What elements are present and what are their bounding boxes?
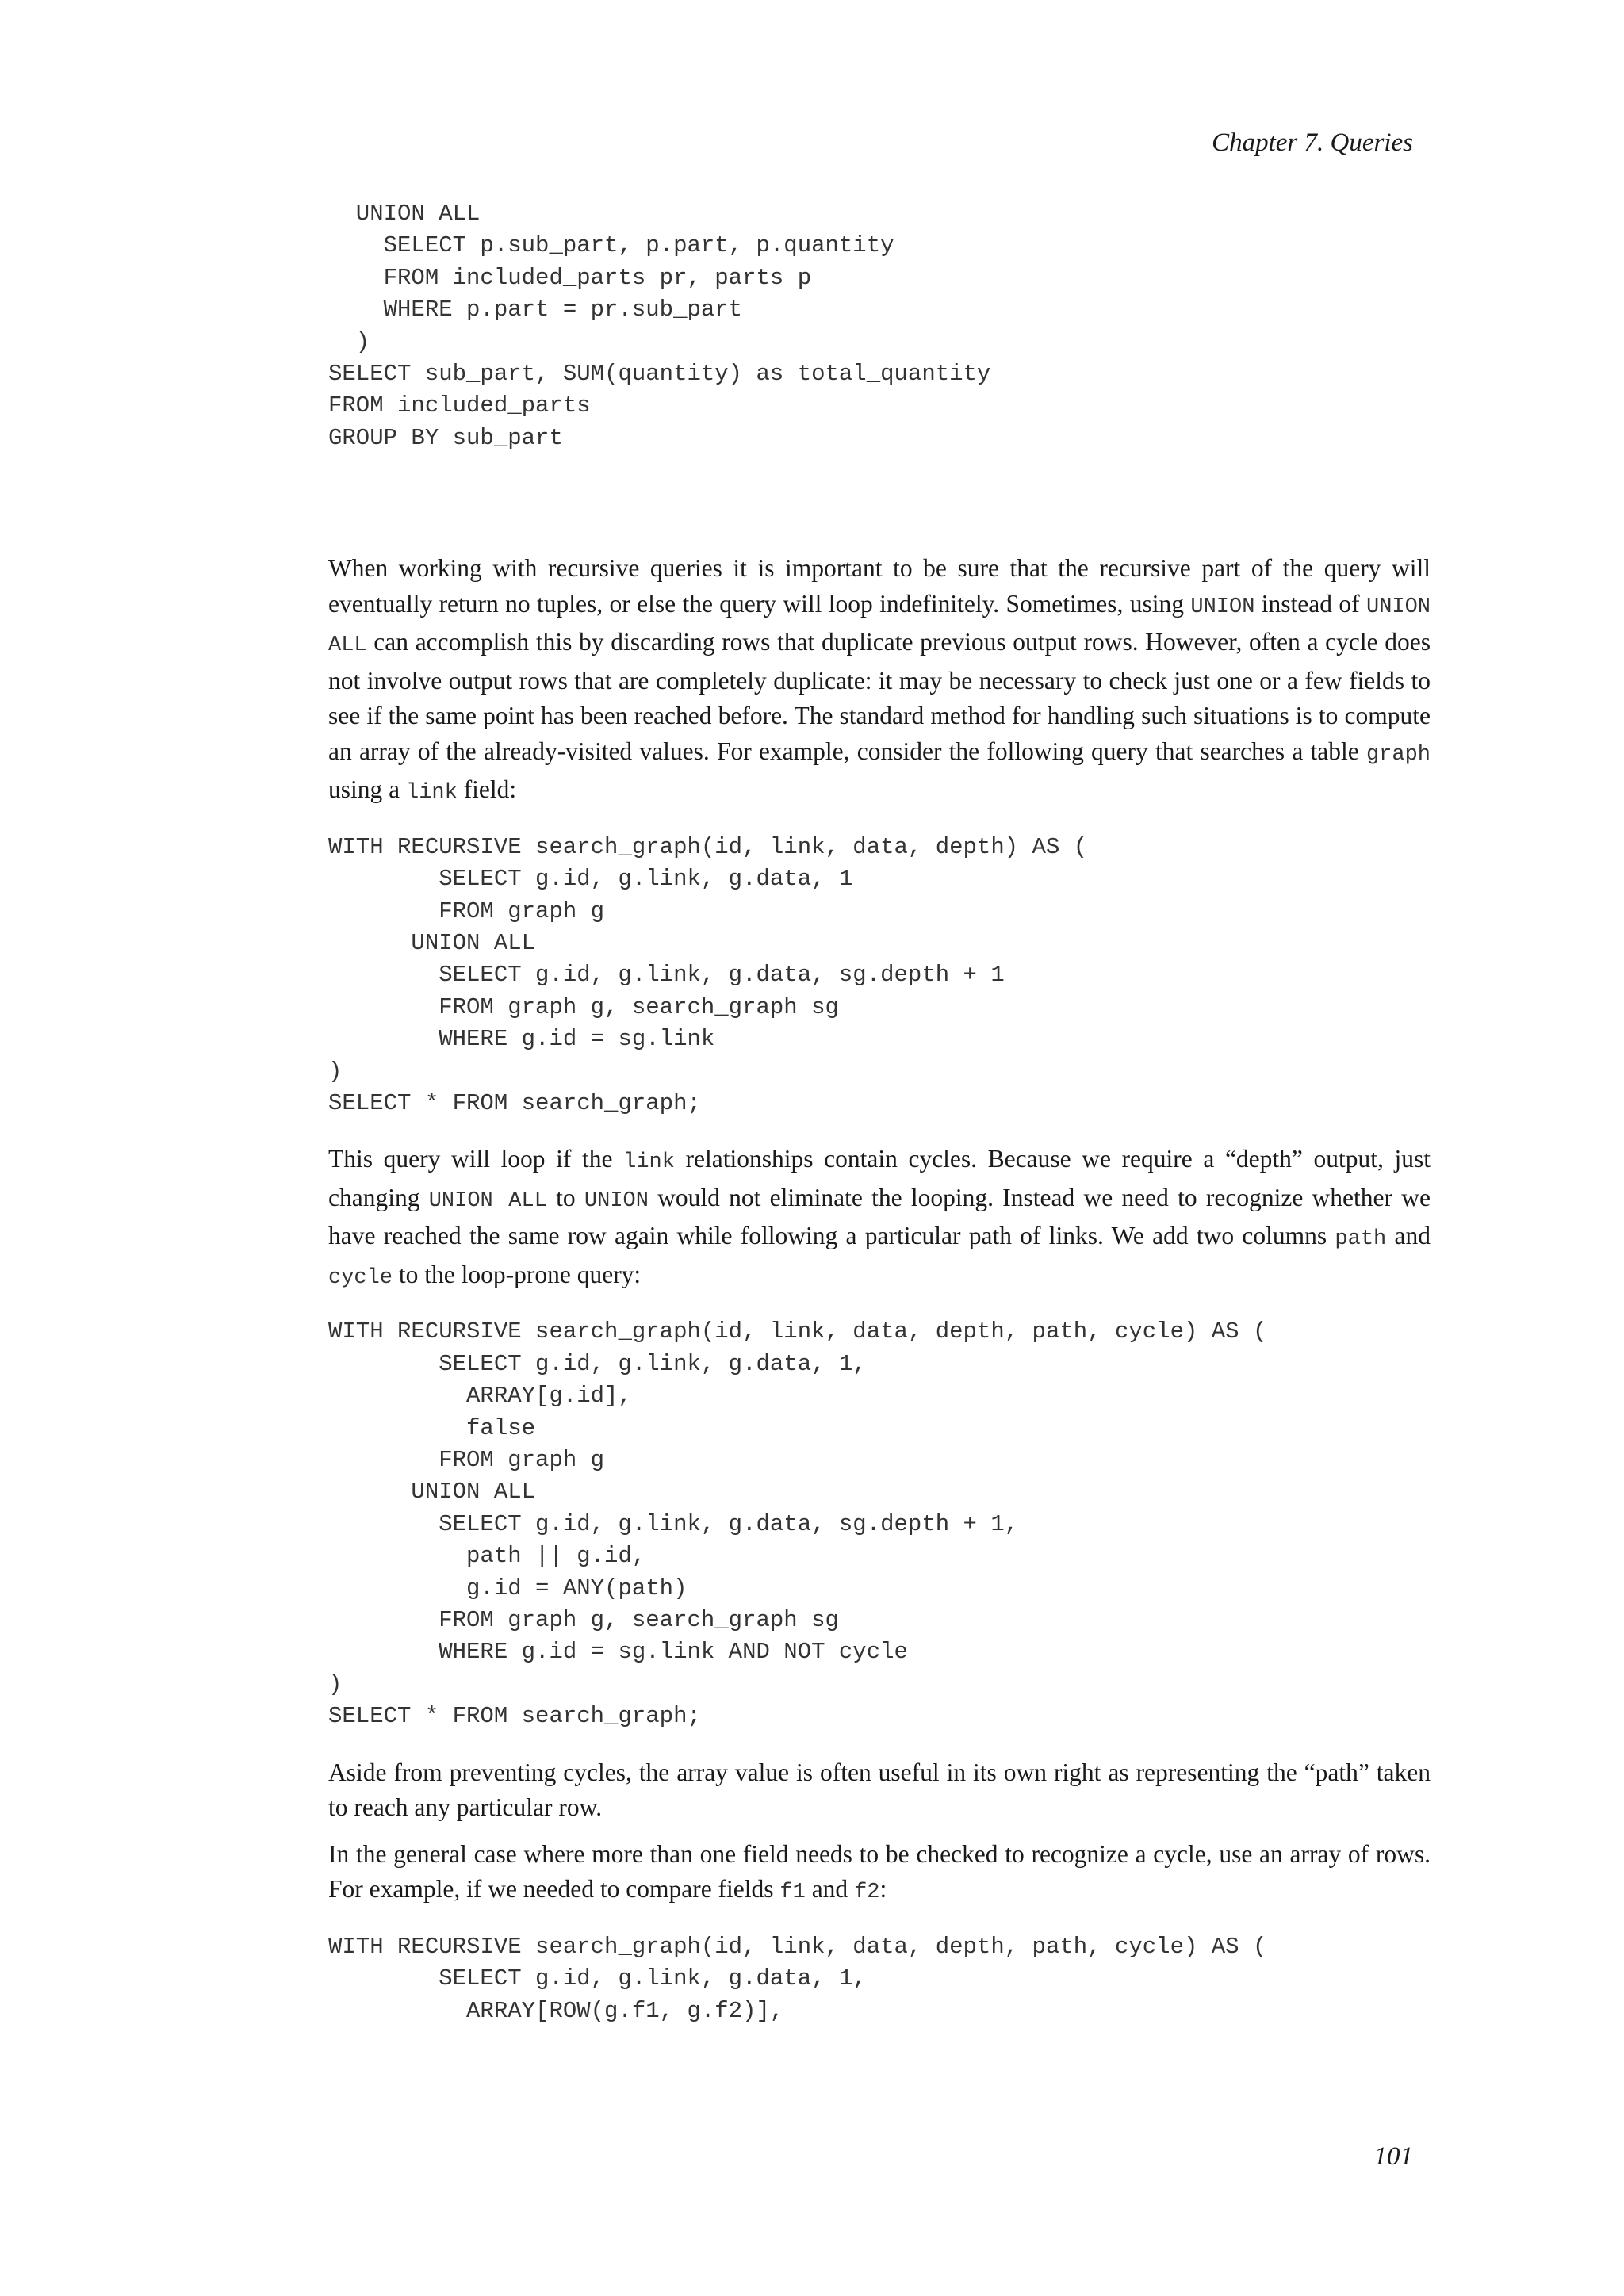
inline-code-union: UNION [1190, 595, 1255, 619]
inline-code-link: link [623, 1150, 675, 1175]
text-run: can accomplish this by discarding rows that duplicate previous output rows. However, often a cycle does not involve output rows that are completely duplicate: it may be necessary to check just one or a few fields to see if the same point has been reached before. The standard method for handling such situations is to compute an array of the already-visited values. For example, consider the following query that searches a table [328, 628, 1431, 765]
text-run: and [805, 1875, 855, 1904]
text-run: : [879, 1875, 887, 1904]
text-run: This query will loop if the [328, 1145, 624, 1173]
page-number: 101 [1373, 2142, 1413, 2171]
text-run: using a [328, 775, 406, 804]
inline-code-f1: f1 [779, 1881, 806, 1905]
text-run: field: [457, 775, 517, 804]
text-run: In the general case where more than one field needs to be checked to recognize a cycle, use an array of rows. For example, if we needed to compare fields [328, 1839, 1431, 1904]
inline-code-graph: graph [1365, 742, 1431, 767]
text-run: Aside from preventing cycles, the array value is often useful in its own right as representing the “path” taken to reach any particular row. [328, 1758, 1431, 1822]
running-header: Chapter 7. Queries [1212, 128, 1413, 157]
code-block-recursive-parts-tail: UNION ALL SELECT p.sub_part, p.part, p.quantity FROM included_parts pr, parts p WHERE p.part = pr.sub_part ) SELECT sub_part, SUM(quantity) as total_quantity FROM included_parts GROUP BY sub_part [328, 201, 991, 451]
text-run: to [546, 1183, 584, 1211]
inline-code-cycle: cycle [328, 1265, 393, 1290]
paragraph-array-of-rows [328, 1837, 1431, 1911]
page-content [328, 198, 1431, 2027]
inline-code-link: link [406, 781, 458, 806]
text-run: to the loop-prone query: [393, 1260, 642, 1288]
inline-code-union-all: UNION ALL [428, 1188, 547, 1213]
inline-code-union-all: UNION ALL [328, 595, 1431, 658]
code-block-search-graph-rows: WITH RECURSIVE search_graph(id, link, data, depth, path, cycle) AS ( SELECT g.id, g.link, g.data, 1, ARRAY[ROW(g.f1, g.f2)], [328, 1933, 1267, 2024]
text-run: When working with recursive queries it is important to be sure that the recursive part of the query will eventually return no tuples, or else the query will loop indefinitely. Sometimes, using [328, 554, 1431, 618]
paragraph-array-path [328, 1755, 1431, 1826]
paragraph-recursion-termination [328, 551, 1431, 811]
text-run: relationships contain cycles. Because we require a “depth” output, just changing [328, 1145, 1431, 1211]
code-block-search-graph: WITH RECURSIVE search_graph(id, link, data, depth) AS ( SELECT g.id, g.link, g.data, 1 FROM graph g UNION ALL SELECT g.id, g.link, g.data, sg.depth + 1 FROM graph g, search_graph sg WHERE g.id = sg.link ) SELECT * FROM search_graph; [328, 833, 1088, 1116]
paragraph-loop-cycles [328, 1142, 1431, 1295]
inline-code-f2: f2 [854, 1881, 880, 1905]
text-run: and [1386, 1222, 1431, 1250]
text-run: would not eliminate the looping. Instead we need to recognize whether we have reached the same row again while following a particular path of links. We add two columns [328, 1183, 1431, 1250]
text-run: instead of [1254, 589, 1366, 618]
inline-code-path: path [1335, 1227, 1387, 1252]
inline-code-union: UNION [584, 1188, 649, 1213]
code-block-search-graph-with-cycle: WITH RECURSIVE search_graph(id, link, data, depth, path, cycle) AS ( SELECT g.id, g.link, g.data, 1, ARRAY[g.id], false FROM graph g UNION ALL SELECT g.id, g.link, g.data, sg.depth + 1, path || g.id, g.id = ANY(path) FROM graph g, search_graph sg WHERE g.id = sg.link AND NOT cycle ) SELECT * FROM search_graph; [328, 1318, 1267, 1730]
